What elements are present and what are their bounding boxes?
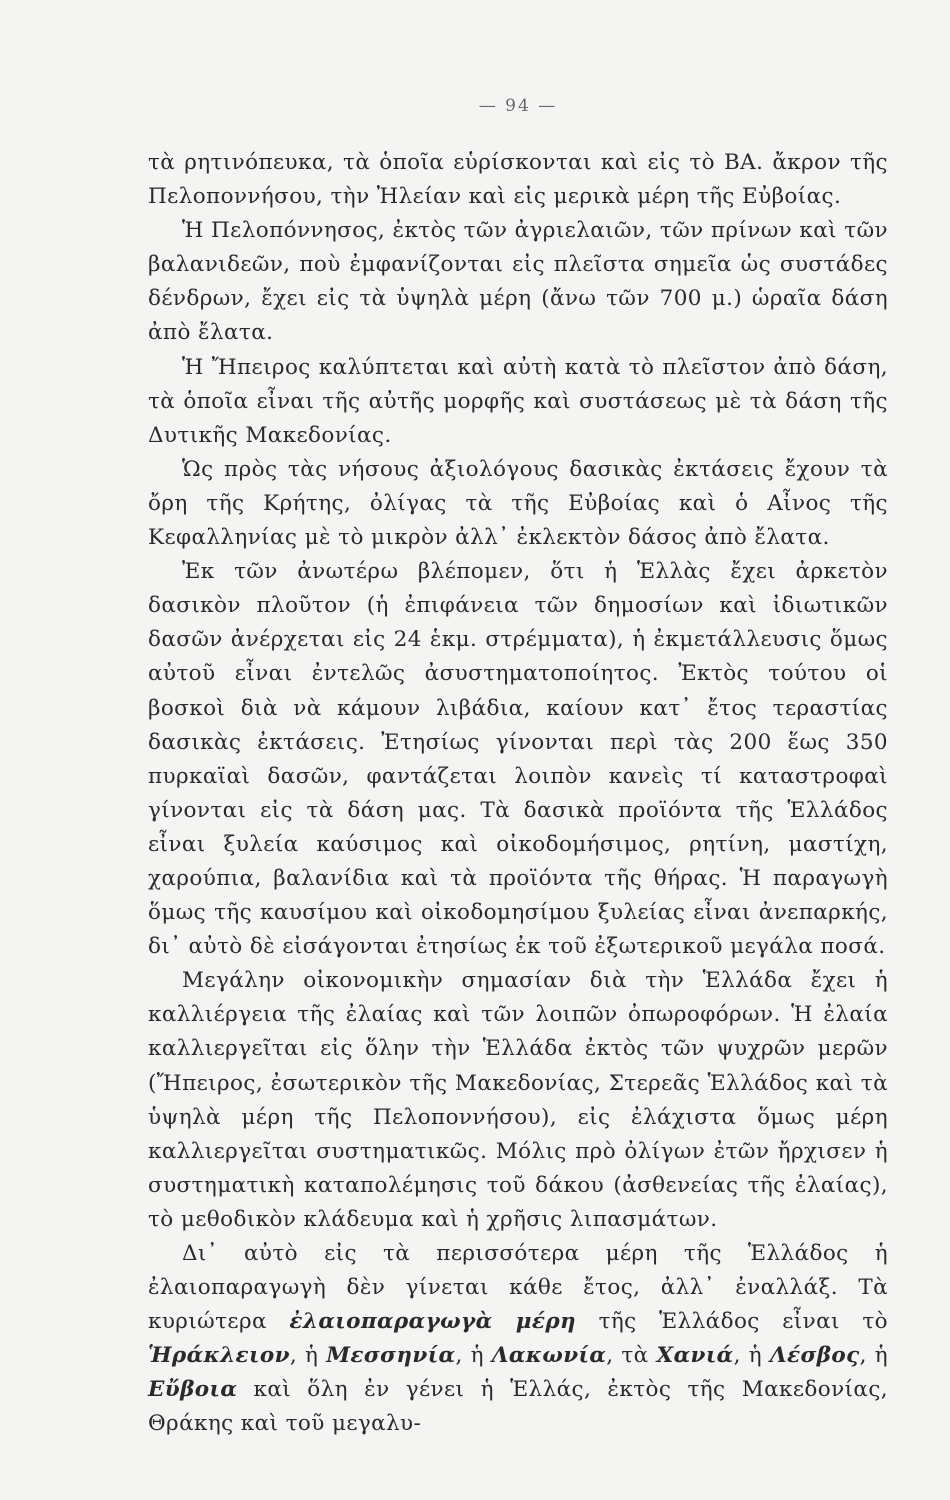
text-run: Δι᾽ αὐτὸ εἰς τὰ περισσότερα μέρη τῆς Ἑλλάδος ἡ ἐλαιοπαραγωγὴ δὲν γίνεται κάθε ἔτος, ἀλλ᾽ ἐναλλάξ. Τὰ κυριώτερα [148, 1241, 888, 1335]
paragraph [148, 555, 888, 964]
paragraph [148, 214, 888, 350]
paragraph [148, 146, 888, 214]
bold-term: Χανιά [656, 1343, 734, 1369]
page-number: — 94 — [478, 96, 558, 116]
text-run: Ἡ Ἤπειρος καλύπτεται καὶ αὐτὴ κατὰ τὸ πλεῖστον ἀπὸ δάση, τὰ ὁποῖα εἶναι τῆς αὐτῆς μορφῆς καὶ συστάσεως μὲ τὰ δάση τῆς Δυτικῆς Μακεδονίας. [148, 354, 888, 448]
paragraph [148, 964, 888, 1237]
bold-term: Ἡράκλειον [148, 1343, 290, 1369]
text-run: Ἐκ τῶν ἀνωτέρω βλέπομεν, ὅτι ἡ Ἑλλὰς ἔχει ἀρκετὸν δασικὸν πλοῦτον (ἡ ἐπιφάνεια τῶν δημοσίων καὶ ἰδιωτικῶν δασῶν ἀνέρχεται εἰς 24 ἑκμ. στρέμματα), ἡ ἐκμετάλλευσις ὅμως αὐτοῦ εἶναι ἐντελῶς ἀσυστηματοποίητος. Ἐκτὸς τούτου οἱ βοσκοὶ διὰ νὰ κάμουν λιβάδια, καίουν κατ᾽ ἔτος τεραστίας δασικὰς ἐκτάσεις. Ἐτησίως γίνονται περὶ τὰς 200 ἕως 350 πυρκαϊαὶ δασῶν, φαντάζεται λοιπὸν κανεὶς τί καταστροφαὶ γίνονται εἰς τὰ δάση μας. Τὰ δασικὰ προϊόντα τῆς Ἑλλάδος εἶναι ξυλεία καύσιμος καὶ οἰκοδομήσιμος, ρητίνη, μαστίχη, χαρούπια, βαλανίδια καὶ τὰ προϊόντα τῆς θήρας. Ἡ παραγωγὴ ὅμως τῆς καυσίμου καὶ οἰκοδομησίμου ξυλείας εἶναι ἀνεπαρκής, δι᾽ αὐτὸ δὲ εἰσάγονται ἐτησίως ἐκ τοῦ ἐξωτερικοῦ μεγάλα ποσά. [148, 559, 888, 960]
paragraph [148, 1237, 888, 1442]
text-run: Ἡ Πελοπόννησος, ἐκτὸς τῶν ἀγριελαιῶν, τῶν πρίνων καὶ τῶν βαλανιδεῶν, ποὺ ἐμφανίζονται εἰς πλεῖστα σημεῖα ὡς συστάδες δένδρων, ἔχει εἰς τὰ ὑψηλὰ μέρη (ἄνω τῶν 700 μ.) ὡραῖα δάση ἀπὸ ἔλατα. [148, 218, 888, 346]
bold-term: Λέσβος [769, 1343, 860, 1369]
bold-term: Εὔβοια [148, 1377, 238, 1403]
text-run: τὰ ρητινόπευκα, τὰ ὁποῖα εὑρίσκονται καὶ εἰς τὸ ΒΑ. ἄκρον τῆς Πελοποννήσου, τὴν Ἠλείαν καὶ εἰς μερικὰ μέρη τῆς Εὐβοίας. [148, 150, 888, 210]
text-run: Μεγάλην οἰκονομικὴν σημασίαν διὰ τὴν Ἑλλάδα ἔχει ἡ καλλιέργεια τῆς ἐλαίας καὶ τῶν λοιπῶν ὀπωροφόρων. Ἡ ἐλαία καλλιεργεῖται εἰς ὅλην τὴν Ἑλλάδα ἐκτὸς τῶν ψυχρῶν μερῶν (Ἤπειρος, ἐσωτερικὸν τῆς Μακεδονίας, Στερεᾶς Ἑλλάδος καὶ τὰ ὑψηλὰ μέρη τῆς Πελοποννήσου), εἰς ἐλάχιστα ὅμως μέρη καλλιεργεῖται συστηματικῶς. Μόλις πρὸ ὀλίγων ἐτῶν ἤρχισεν ἡ συστηματικὴ καταπολέμησις τοῦ δάκου (ἀσθενείας τῆς ἐλαίας), τὸ μεθοδικὸν κλάδευμα καὶ ἡ χρῆσις λιπασμάτων. [148, 968, 888, 1232]
paragraph [148, 453, 888, 555]
bold-term: ἐλαιοπαραγωγὰ μέρη [289, 1309, 577, 1335]
text-run: Ὡς πρὸς τὰς νήσους ἀξιολόγους δασικὰς ἐκτάσεις ἔχουν τὰ ὄρη τῆς Κρήτης, ὀλίγας τὰ τῆς Εὐβοίας καὶ ὁ Αἶνος τῆς Κεφαλληνίας μὲ τὸ μικρὸν ἀλλ᾽ ἐκλεκτὸν δάσος ἀπὸ ἔλατα. [148, 456, 888, 551]
text-run: καὶ ὅλη ἐν γένει ἡ Ἑλλάς, ἐκτὸς τῆς Μακεδονίας, Θράκης καὶ τοῦ μεγαλυ- [148, 1377, 888, 1437]
body-text [148, 146, 888, 1442]
text-run: τῆς Ἑλλάδος εἶναι τὸ [576, 1309, 888, 1335]
bold-term: Μεσσηνία [326, 1343, 456, 1369]
paragraph [148, 351, 888, 453]
text-run: , ἡ [859, 1343, 889, 1369]
text-run: , τὰ [606, 1343, 657, 1369]
text-run: , ἡ [289, 1343, 327, 1369]
bold-term: Λακωνία [491, 1343, 607, 1369]
text-run: , ἡ [455, 1343, 492, 1369]
text-run: , ἡ [733, 1343, 770, 1369]
